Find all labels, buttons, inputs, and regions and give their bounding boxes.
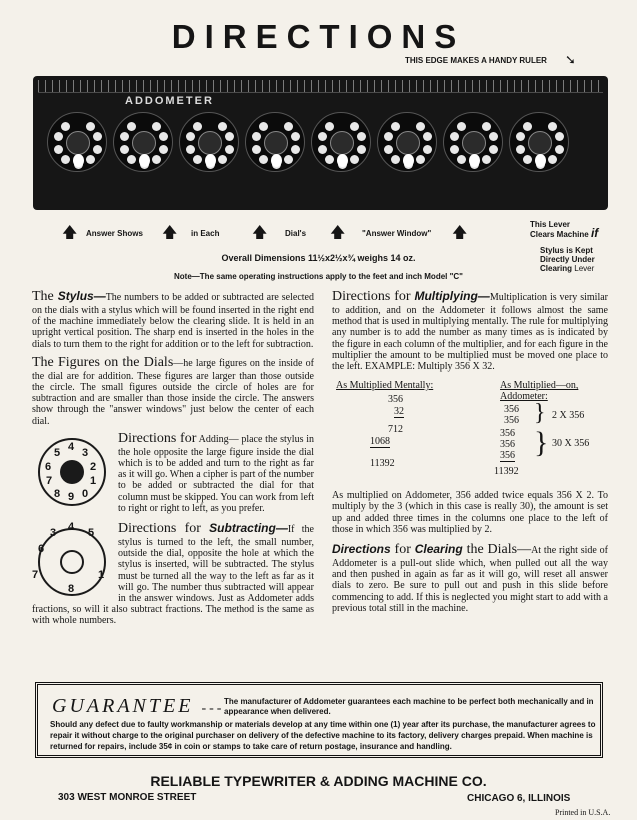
section-heading: the Dials— [462,542,532,558]
right-column [332,288,608,614]
dial-figure: 8 [68,583,75,596]
answer-window [139,154,150,167]
section-heading: The Figures on the Dials [32,354,174,370]
dial-hole [350,122,359,131]
dial-hole [259,155,268,164]
company-name: RELIABLE TYPEWRITER & ADDING MACHINE CO. [150,773,487,789]
dial-figure: 7 [46,474,53,487]
dial-hole [325,122,334,131]
dial-hole [548,155,557,164]
section-heading-bold: Subtracting— [209,521,288,536]
dial-hole [120,145,129,154]
dial-hole [482,155,491,164]
dial-hole [325,155,334,164]
dial-hole [186,145,195,154]
dial-hole [555,145,564,154]
dial-hole [318,132,327,141]
machine-dial [179,112,239,172]
subtracting-dial-diagram [32,522,112,602]
guarantee-line-2: Should any defect due to faulty workmanship or materials develop at any time within one (1) year after its purchase, the manufacturer agrees to repair it without charge to the original purchaser on delivery of the defective machine to its factory, delivery charges prepaid. When machine is returned for repairs, include 35¢ in coin or stamps to take care of return postage, insurance and handling. [50,720,596,751]
subtracting-section [32,520,314,627]
label-in-each: in Each [191,229,220,238]
dial-hole [450,132,459,141]
dial-figure: 0 [82,487,89,500]
dial-hole [284,122,293,131]
guarantee-title-text: GUARANTEE [52,695,194,717]
adding-dial-diagram [32,432,112,512]
dial-hole [127,122,136,131]
lever-note [530,220,598,239]
mental-value: 32 [394,406,404,418]
dial-hole [159,145,168,154]
dial-hole [54,132,63,141]
left-column [32,288,314,627]
machine-dial [443,112,503,172]
dial-hole [291,132,300,141]
addometer-value: 356 [504,415,519,427]
dial-hole [450,145,459,154]
dial-center [462,131,486,155]
machine-dial [113,112,173,172]
lever-text: Lever [574,264,595,273]
stylus-note-line: Stylus is Kept [540,246,593,255]
dial-hole [516,132,525,141]
clears-machine-text: Clears Machine [530,230,589,239]
dial-hole [225,132,234,141]
dial-center [198,131,222,155]
machine-dial [245,112,305,172]
mentally-label: As Multiplied Mentally: [336,380,434,392]
section-text: If the stylus is turned to the left, the small number, outside the dial, opposite the hole at which the stylus is inserted, will be subtracted. The stylus must be turned all the way to the left as far as it will go. The number thus subtracted will appear in the answer windows. Just as Addometer adds fractions, so will it also subtract fractions. The method is the same as with whole numbers. [32,524,314,627]
multiplying-section [332,288,608,372]
dial-hole [523,155,532,164]
mental-value: 1068 [370,436,390,448]
guarantee-box [35,682,603,758]
answer-window [73,154,84,167]
dial-hole [186,132,195,141]
overall-dimensions: Overall Dimensions 11½x2½x¾ weighs 14 oz. [221,253,416,263]
section-heading: Directions for [332,289,415,304]
section-heading: Directions for [118,521,210,537]
machine-dial [377,112,437,172]
dial-figure: 7 [32,569,39,582]
dial-center [66,131,90,155]
dial-hole [152,155,161,164]
multiplying-explanation: As multiplied on Addometer, 356 added twice equals 356 X 2. To multiply by the 3 (which in this case is really 30), the amount is set up and added three times in the columns one place to the left of those in which 356 was multiplied by 2. [332,490,608,535]
ruler-edge-note: THIS EDGE MAKES A HANDY RULER [405,56,547,65]
mental-value: 356 [388,394,403,406]
dial-row [43,112,593,182]
dial-hole [93,132,102,141]
dial-hole [457,122,466,131]
machine-dial [509,112,569,172]
section-heading-bold: Directions [332,542,391,557]
answer-window [337,154,348,167]
dial-hole [318,145,327,154]
dial-figure: 3 [50,527,57,540]
dial-hole [193,155,202,164]
section-heading-bold: Multiplying— [414,289,490,303]
dial-hole [384,145,393,154]
dial-hole [391,122,400,131]
dial-hole [555,132,564,141]
dial-figure: 8 [54,487,61,500]
if-text: if [590,226,599,240]
addometer-value: 356 [500,428,515,440]
stylus-note-line: Directly Under [540,255,595,264]
arrow-up-icon: 🡅 [62,225,78,241]
clearing-text: Clearing [540,264,573,273]
dial-hole [391,155,400,164]
dial-hole [86,122,95,131]
lever-note-line: This Lever [530,220,571,229]
model-note: Note—The same operating instructions apply to the feet and inch Model "C" [174,272,463,281]
dial-hole [127,155,136,164]
dial-hole [86,155,95,164]
section-text: — place the stylus in the hole opposite the large figure inside the dial which is to be added and turn to the right as far as it will go. When a cipher is part of the number to be added or subtracted the dial for that column must be skipped. You can work from left to right or right to left, as you prefer. [118,433,314,514]
label-answer-shows: Answer Shows [86,229,143,238]
machine-brand: ADDOMETER [125,95,214,107]
section-text: —he large figures on the inside of the dial are for addition. These figures are larger than those outside the circle. The small figures outside the circle of holes are for subtraction and are smaller than those inside the circle. The answers show through the "answer windows" just below the center of each dial. [32,357,315,427]
dial-center [132,131,156,155]
dial-hole [482,122,491,131]
section-heading-word: Adding [198,433,229,445]
multiplier-note: 2 X 356 [552,410,585,422]
mental-value: 712 [388,424,403,436]
adding-section [32,430,314,514]
addometer-result: 11392 [494,466,519,478]
answer-window [469,154,480,167]
brace-icon: } [534,426,549,460]
lever-note-line [530,226,599,240]
dial-hole [523,122,532,131]
section-heading: Directions for [118,430,197,446]
address-city: CHICAGO 6, ILLINOIS [467,793,571,804]
addometer-value: 356 [500,439,515,451]
dial-hole [252,132,261,141]
answer-window [535,154,546,167]
dial-hole [259,122,268,131]
dial-hole [61,155,70,164]
dial-center [330,131,354,155]
clearing-section [332,541,608,614]
arrow-down-right-icon: ➘ [565,52,576,67]
printed-in-note: Printed in U.S.A. [555,808,611,817]
dial-hole [193,122,202,131]
dash-text: --- [201,701,225,716]
dial-hole [218,122,227,131]
section-text: At the right side of Addometer is a pull-out slide which, when pulled out all the way and then pushed in again as far as it will go, will reset all answer dials to zero. Be sure to pull out and push in this slide before commencing to add. If this is neglected you might start to add with a previous total still in the machine. [332,545,609,614]
section-heading-bold: Stylus— [57,289,106,303]
address-street: 303 WEST MONROE STREET [58,792,197,803]
dial-hole [384,132,393,141]
stylus-section [32,288,314,350]
guarantee-title [52,695,224,718]
section-text: Multiplication is very similar to addition, and on the Addometer it follows almost the same method that is used in multiplying mentally. The rule for multiplying any number is to add the number as many times as is indicated by the figure in each column of the multiplier, and for each figure in the multiplier the amount to be multiplied must be moved one place to the left. EXAMPLE: Multiply 356 X 32. [332,292,608,373]
dial-hole [252,145,261,154]
dial-hole [416,155,425,164]
answer-window [271,154,282,167]
dial-center [264,131,288,155]
label-answer-window: "Answer Window" [362,229,432,238]
dial-hole [357,145,366,154]
dial-hole [225,145,234,154]
dial-hole [159,132,168,141]
section-heading: for [390,542,415,558]
dial-hole [489,132,498,141]
dial-hole [93,145,102,154]
dial-hole [284,155,293,164]
dial-figure: 3 [82,446,89,459]
dial-hole [516,145,525,154]
dial-hole [423,132,432,141]
dial-hole [457,155,466,164]
dial-figure: 6 [38,543,45,556]
dial-figure: 4 [68,440,75,453]
dial-hole [423,145,432,154]
arrow-up-icon: 🡅 [330,225,346,241]
dial-hole [54,145,63,154]
clearing-lever [570,120,582,204]
dial-hole [357,132,366,141]
figures-section [32,354,314,427]
arrow-up-icon: 🡅 [162,225,178,241]
addometer-value: 356 [500,450,515,462]
dial-center [396,131,420,155]
addometer-illustration [33,76,608,210]
page-title: DIRECTIONS [171,18,466,55]
dial-center [60,550,84,574]
dial-figure: 2 [90,460,97,473]
dial-hole [218,155,227,164]
dial-figure: 4 [68,521,75,534]
dial-figure: 1 [90,474,97,487]
section-text: The numbers to be added or subtracted are selected on the dials with a stylus which will be found inserted in the right end of the machine immediately below the clearing slide. It is held in an upright vertical position. The sharp end is inserted in the holes in the dials to turn them to the right for addition or to the left for subtraction. [32,292,314,350]
answer-window [205,154,216,167]
dial-center [528,131,552,155]
dial-hole [120,132,129,141]
mental-result: 11392 [370,458,395,470]
dial-hole [152,122,161,131]
dial-hole [416,122,425,131]
brace-icon: } [534,400,546,427]
dial-figure: 5 [54,446,61,459]
dial-hole [291,145,300,154]
dial-hole [61,122,70,131]
dial-figure: 5 [88,527,95,540]
dial-center [60,460,84,484]
multiplication-example [332,378,608,478]
dial-hole [350,155,359,164]
addometer-label: As Multiplied—on, Addometer: [500,380,579,403]
label-dials: Dial's [285,229,307,238]
guarantee-line-1: The manufacturer of Addometer guarantees each machine to be perfect both mechanically and in appearance when delivered. [224,697,594,716]
arrow-up-icon: 🡅 [452,225,468,241]
dial-hole [548,122,557,131]
machine-dial [47,112,107,172]
addometer-value: 356 [504,404,519,416]
multiplier-note: 30 X 356 [552,438,590,450]
dial-hole [489,145,498,154]
arrow-up-icon: 🡅 [252,225,268,241]
answer-window [403,154,414,167]
section-heading-bold: Clearing [414,542,463,557]
dial-figure: 9 [68,490,75,503]
ruler-edge [38,80,603,93]
section-heading: The [32,289,58,304]
machine-dial [311,112,371,172]
dial-figure: 6 [45,460,52,473]
dial-figure: 1 [98,569,105,582]
